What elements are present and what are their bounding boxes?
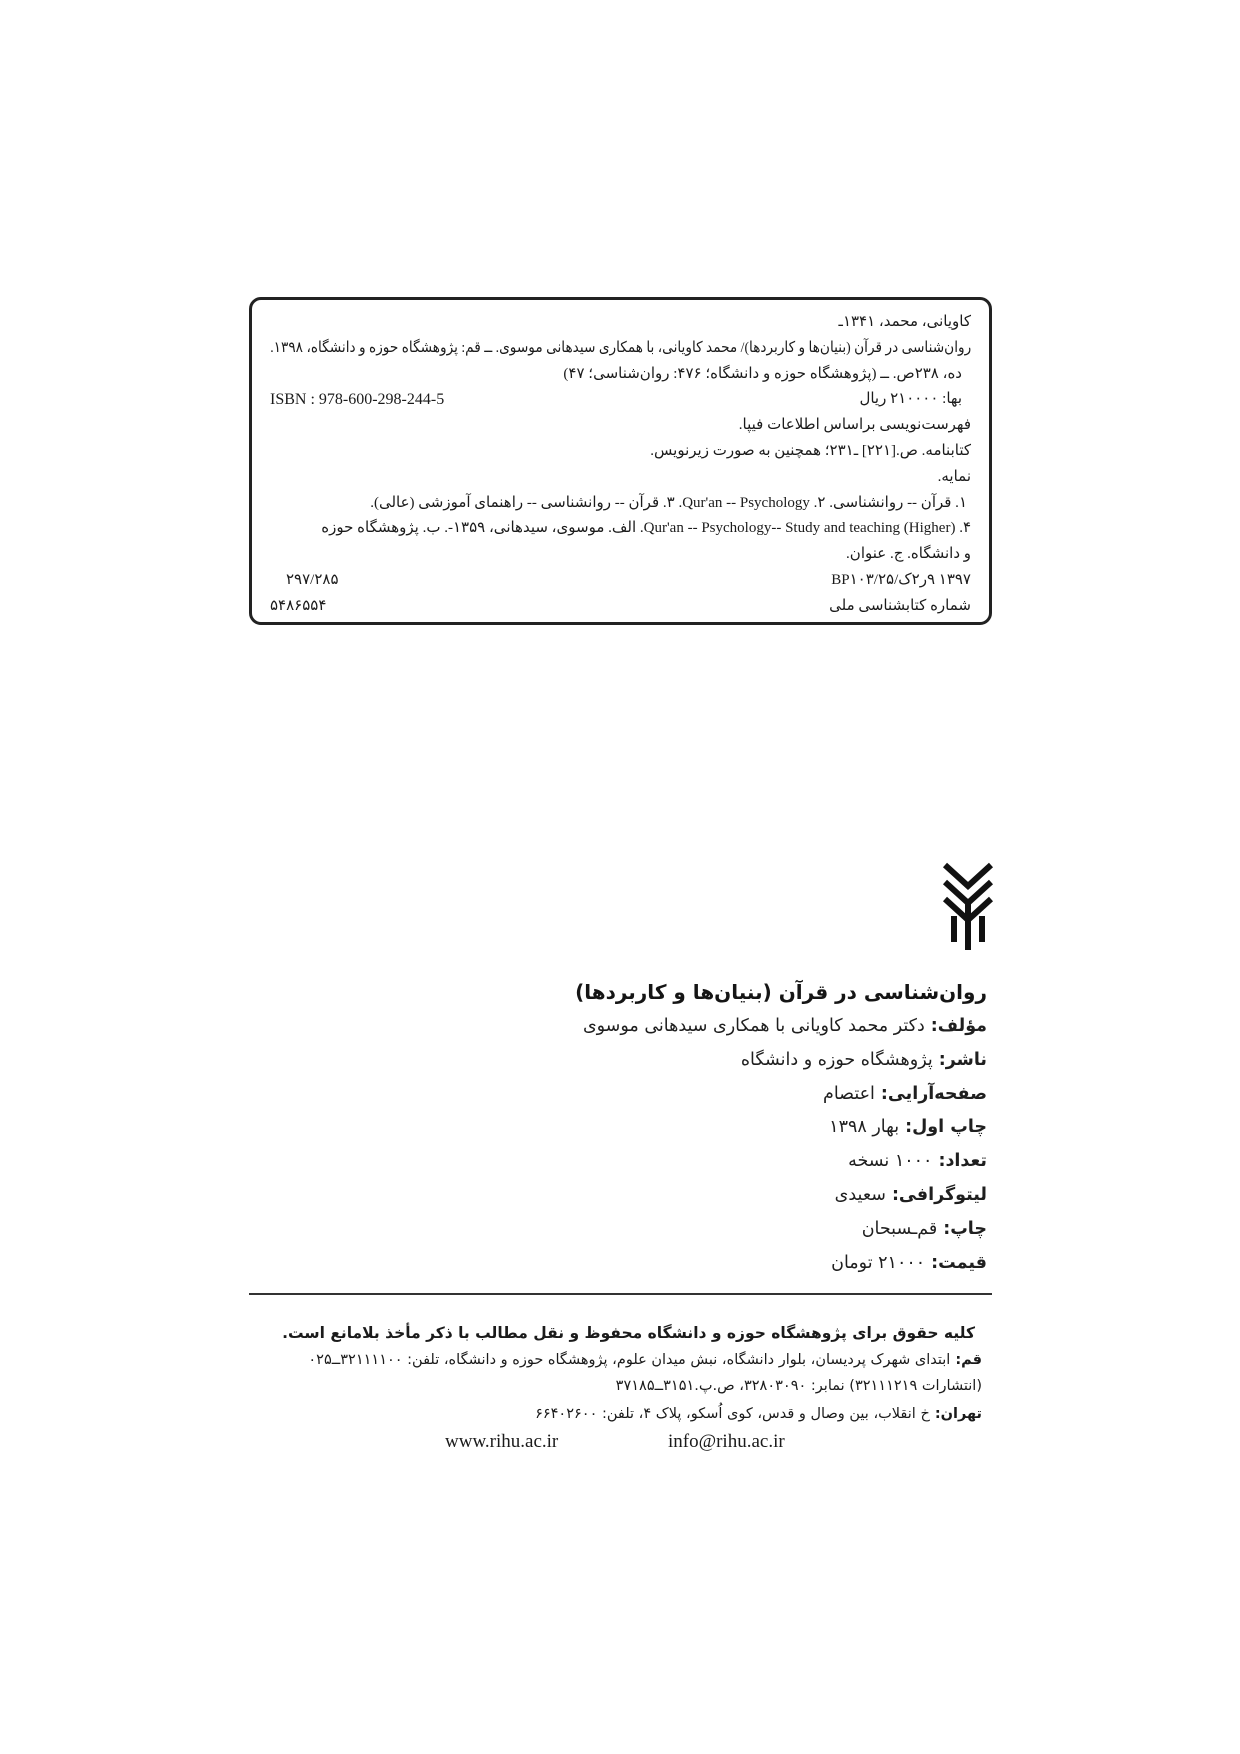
tehran-label: تهران: [934,1406,982,1422]
cip-index-note: نمایه. [937,468,971,485]
cip-catalog-box [249,297,992,625]
cip-national-bibliography-line [270,594,971,620]
detail-publisher-label: ناشر: [938,1049,987,1070]
rihu-logo-icon [942,862,994,950]
cip-classification-line [270,568,971,594]
cip-title-statement: روان‌شناسی در قرآن (بنیان‌ها و کاربردها)/ محمد کاویانی، با همکاری سیدهانی موسوی. ــ قم: پژوهشگاه حوزه و دانشگاه، ۱۳۹۸. [270,339,972,356]
book-info [387,975,987,1280]
detail-print-run-value: ۱۰۰۰ نسخه [848,1151,933,1172]
website-url: www.rihu.ac.ir [445,1431,559,1452]
book-title: روان‌شناسی در قرآن (بنیان‌ها و کاربردها) [575,980,987,1004]
cip-lines [270,310,971,620]
cip-lc-classification: BP۱۰۳/۲۵/ک۲ر۹ ۱۳۹۷ [831,571,971,588]
copyright-text: کلیه حقوق برای پژوهشگاه حوزه و دانشگاه محفوظ و نقل مطالب با ذکر مأخذ بلامانع است. [282,1324,975,1342]
cip-national-bibliography-label: شماره کتابشناسی ملی [829,597,971,614]
tehran-address-content [535,1401,982,1427]
cip-bibliography-line [270,439,971,465]
tehran-address: خ انقلاب، بین وصال و قدس، کوی اُسکو، پلاک ۴، تلفن: ۶۶۴۰۲۶۰۰ [535,1406,930,1422]
cip-author-entry: کاویانی، محمد، ۱۳۴۱ـ [838,314,971,330]
detail-lithography-label: لیتوگرافی: [891,1184,987,1205]
detail-lithography [387,1179,987,1213]
detail-printing-label: چاپ: [943,1218,987,1239]
detail-layout-value: اعتصام [822,1083,875,1104]
detail-publisher-value: پژوهشگاه حوزه و دانشگاه [740,1049,933,1070]
email-address: info@rihu.ac.ir [668,1431,785,1452]
detail-price [387,1247,987,1281]
qom-address-content [308,1347,982,1373]
detail-first-edition-label: چاپ اول: [905,1117,987,1138]
cip-price: بها: ۲۱۰۰۰۰ ریال [859,391,962,408]
cip-cataloging-line [270,413,971,439]
detail-printing-value: قم‌ـسبحان [861,1218,938,1239]
cip-dewey-classification: ۲۹۷/۲۸۵ [286,571,339,588]
detail-first-edition-value: بهار ۱۳۹۸ [829,1117,900,1138]
detail-author-value: دکتر محمد کاویانی با همکاری سیدهانی موسوی [582,1016,925,1036]
detail-price-label: قیمت: [931,1252,987,1273]
cip-bibliography-note: کتابنامه. ص.[۲۲۱] ـ۲۳۱؛ همچنین به صورت زیرنویس. [650,442,971,459]
detail-layout [387,1078,987,1112]
cip-price-isbn-line [270,387,971,413]
cip-author-line [270,310,971,336]
cip-cataloging-note: فهرست‌نویسی براساس اطلاعات فیپا. [738,417,971,434]
cip-subjects-line-2 [270,516,971,542]
cip-national-bibliography-number: ۵۴۸۶۵۵۴ [270,597,327,614]
cip-subjects-text-3: و دانشگاه. ج. عنوان. [846,546,971,563]
detail-layout-label: صفحه‌آرایی: [880,1083,987,1104]
qom-label: قم: [955,1352,982,1368]
detail-lithography-value: سعیدی [834,1184,886,1205]
divider-rule [249,1293,992,1295]
cip-index-line [270,465,971,491]
detail-print-run [387,1145,987,1179]
detail-publisher [387,1044,987,1078]
tehran-address-line [249,1401,982,1427]
qom-address: ابتدای شهرک پردیسان، بلوار دانشگاه، نبش میدان علوم، پژوهشگاه حوزه و دانشگاه، تلفن: ۳۲۱۱۱۱۰۰ــ۰۲۵ [308,1352,951,1368]
qom-address-continuation: (انتشارات ۳۲۱۱۱۲۱۹) نمابر: ۳۲۸۰۳۰۹۰، ص.پ.۳۱۵۱ــ۳۷۱۸۵ [615,1378,982,1394]
cip-isbn: ISBN : 978-600-298-244-5 [270,391,445,409]
cip-physical-description: ده، ۲۳۸ص. ــ (پژوهشگاه حوزه و دانشگاه؛ ۴۷۶: روان‌شناسی؛ ۴۷) [563,365,962,382]
cip-subjects-text-2: ۴. Qur'an -- Psychology-- Study and teaching (Higher).‏ الف. موسوی، سیدهانی، ۱۳۵۹-. ب. پژوهشگاه حوزه [321,520,971,537]
cip-physical-line [270,362,971,388]
qom-address-line [249,1347,982,1373]
detail-first-edition [387,1111,987,1145]
detail-price-value: ۲۱۰۰۰ تومان [831,1252,926,1273]
cip-subjects-text-1: ۱. قرآن -- روانشناسی. ۲. Qur'an -- Psychology.‏ ۳. قرآن -- روانشناسی -- راهنمای آموزشی (عالی). [370,494,967,511]
cip-title-line [270,336,971,362]
copyright-notice [249,1320,975,1346]
cip-subjects-line-1 [270,491,971,517]
detail-author [387,1010,987,1044]
qom-address-continuation-line [249,1373,982,1399]
cip-subjects-line-3 [270,542,971,568]
detail-printing [387,1213,987,1247]
detail-print-run-label: تعداد: [938,1151,987,1172]
detail-author-label: مؤلف: [930,1016,987,1036]
